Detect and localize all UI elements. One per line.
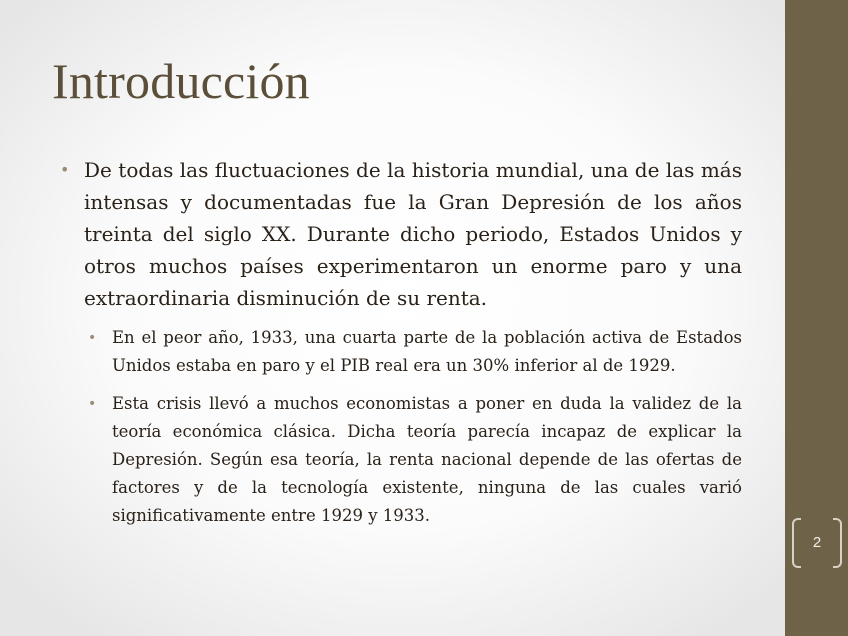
slide-title: Introducción [52, 53, 310, 109]
sub-bullet-item [88, 324, 742, 380]
bullet-dot-icon: • [88, 396, 97, 412]
bullet-text: De todas las fluctuaciones de la historia mundial, una de las más intensas y documentadas fue la Gran Depresión de los años treinta del siglo XX. Durante dicho periodo, Estados Unidos y otros muchos países experimentaron un enorme paro y una extraordinaria disminución de su renta. [84, 158, 742, 310]
sub-bullet-item [88, 390, 742, 530]
bullet-dot-icon: • [60, 160, 70, 179]
sub-bullet-text: Esta crisis llevó a muchos economistas a poner en duda la validez de la teoría económica clásica. Dicha teoría parecía incapaz de explicar la Depresión. Según esa teoría, la renta nacional depende de las ofertas de factores y de la tecnología existente, ninguna de las cuales varió significativamente entre 1929 y 1933. [112, 394, 742, 525]
bullet-dot-icon: • [88, 330, 97, 346]
slide-content [60, 154, 742, 540]
bullet-item [60, 154, 742, 314]
page-number: 2 [812, 534, 822, 551]
sub-bullet-text: En el peor año, 1933, una cuarta parte de la población activa de Estados Unidos estaba en paro y el PIB real era un 30% inferior al de 1929. [112, 328, 742, 375]
